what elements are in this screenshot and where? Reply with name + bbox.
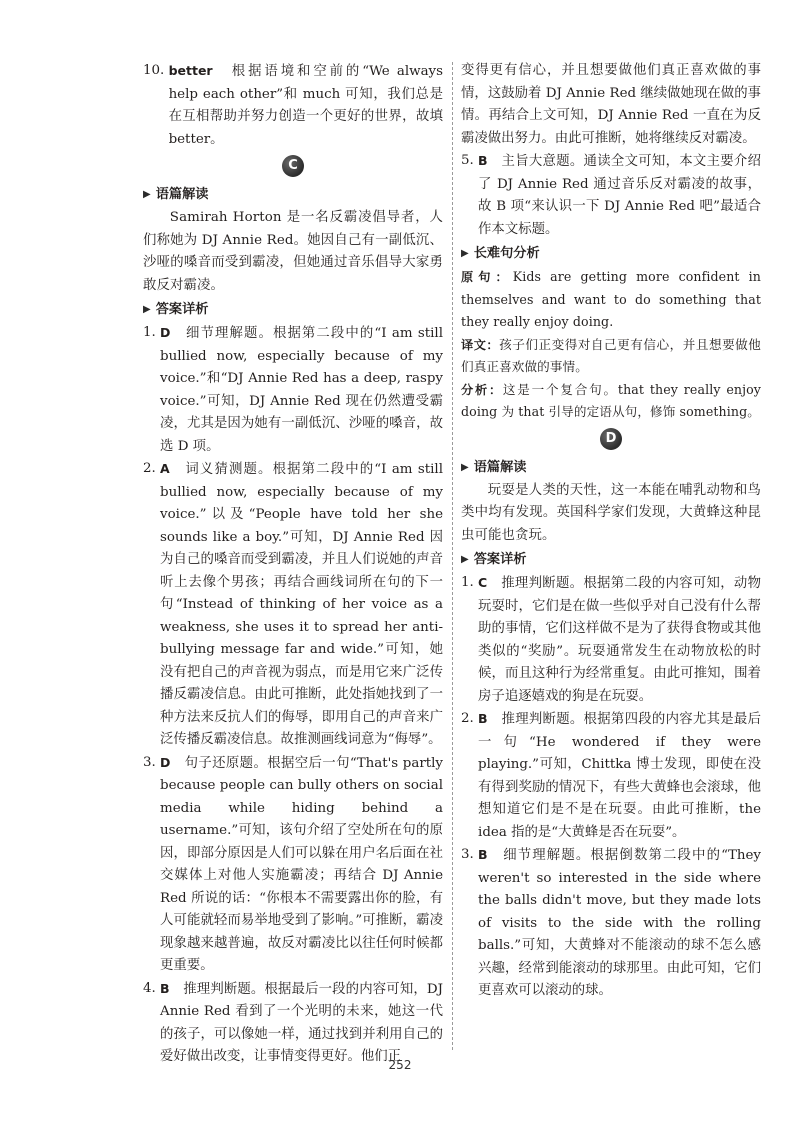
passage-badge-c: C [282,155,304,177]
triangle-bullet-icon: ▶ [461,554,469,565]
item-answer: B [160,980,170,996]
item-explanation: 主旨大意题。通读全文可知，本文主要介绍了 DJ Annie Red 通过音乐反对霸凌的故事，故 B 项“来认识一下 DJ Annie Red 吧”最适合作本文标题。 [478,154,761,237]
item-answer: B [478,847,488,862]
item-number: 5. [461,153,479,168]
section-heading-text: 答案详析 [473,552,527,567]
passage-badge-d: D [600,428,622,450]
answer-item-1 [143,322,443,458]
original-text: Kids are getting more confident in themselves and want to do something that they really enjoy doing. [461,269,761,329]
item-explanation: 推理判断题。根据第二段的内容可知，动物玩耍时，它们是在做一些似乎对自己没有什么帮助的事情，它们这样做不是为了获得食物或其他类似的“奖励”。玩耍通常发生在动物放松的时候，而且这种行为经常重复。由此可推知，围着房子追逐嬉戏的狗是在玩耍。 [478,576,761,704]
analysis [461,379,761,424]
answer-item-10 [143,60,443,151]
section-heading-answers [143,298,443,322]
item-number: 2. [461,711,479,726]
analysis-label: 分析： [461,382,503,397]
triangle-bullet-icon: ▶ [143,304,151,315]
triangle-bullet-icon: ▶ [143,189,151,200]
item-explanation: 根据语境和空前的“We always help each other”和 much 可知，我们总是在互相帮助并努力创造一个更好的世界，故填 better。 [168,64,443,147]
item-answer: D [160,754,171,770]
item-number: 10. [143,63,169,78]
column-divider [452,62,453,1050]
section-heading-text: 语篇解读 [473,459,527,475]
item-number: 2. [143,461,161,476]
item-answer: B [478,153,488,168]
left-column [143,60,443,1069]
answer-item-d3 [461,844,761,1003]
section-heading-summary [143,183,443,207]
answer-item-d2 [461,708,761,844]
item-answer: D [160,325,171,340]
item-number: 3. [461,847,479,862]
item-explanation: 推理判断题。根据第四段的内容尤其是最后一句“He wondered if they were playing.”可知，Chittka 博士发现，即使在没有得到奖励的情况下，有些大黄蜂也会滚球，他想知道它们是不是在玩耍。由此可推断，the idea 指的是“大黄蜂是否在玩耍”。 [478,712,761,840]
triangle-bullet-icon: ▶ [461,461,469,473]
translation-text: 孩子们正变得对自己更有信心，并且想要做他们真正喜欢做的事情。 [461,336,761,374]
passage-summary: 玩耍是人类的天性，这一本能在哺乳动物和鸟类中均有发现。英国科学家们发现，大黄蜂这种昆虫可能也贪玩。 [461,482,761,543]
item-answer: A [160,461,170,476]
item-number: 1. [143,325,161,340]
section-heading-text: 答案详析 [155,302,209,317]
answer-item-2 [143,458,443,752]
item-explanation-continued: 变得更有信心，并且想要做他们真正喜欢做的事情，这鼓励着 DJ Annie Red 继续做她现在做的事情。再结合上文可知，DJ Annie Red 一直在为反霸凌做出努力。由此可推断，她将继续反对霸凌。 [461,63,761,146]
section-heading-summary [461,456,761,480]
answer-item-4 [143,978,443,1069]
item-explanation: 句子还原题。根据空后一句“That's partly because people can bully others on social media while hiding behind a username.”可知，该句介绍了空处所在句的原因，即部分原因是人们可以躲在用户名后面在社交媒体上对他人实施霸凌；再结合 DJ Annie Red 所说的话：“你根本不需要露出你的脸，有人可能就轻而易举地受到了影响。”可推断，霸凌现象越来越普遍，故反对霸凌比以往任何时候都更重要。 [160,755,443,973]
item-explanation: 细节理解题。根据倒数第二段中的“They weren't so interested in the side where the balls didn't move, but they made lots of visits to the side with the rolling balls.”可知，大黄蜂对不能滚动的球不怎么感兴趣，经常到能滚动的球那里。由此可知，它们更喜欢可以滚动的球。 [478,848,761,998]
item-number: 3. [143,754,161,770]
page-number: 252 [388,1058,412,1072]
translation [461,334,761,379]
item-explanation: 词义猜测题。根据第二段中的“I am still bullied now, especially because of my voice.”以及“People have told her she sounds like a boy.”可知，DJ Annie Red 因为自己的嗓音而受到霸凌，并且人们说她的声音听上去像个男孩；再结合画线词所在句的下一句“Instead of thinking of her voice as a weakness, she uses it to spread her anti-bullying message far and wide.”可知，她没有把自己的声音视为弱点，而是用它来广泛传播反霸凌信息。由此可推断，此处指她找到了一种方法来反抗人们的侮辱，即用自己的声音来广泛传播反霸凌信息。故推测画线词意为“侮辱”。 [160,462,443,747]
item-answer: better [168,63,213,78]
item-explanation: 推理判断题。根据最后一段的内容可知，DJ Annie Red 看到了一个光明的未来，她这一代的孩子，可以像她一样，通过找到并利用自己的爱好做出改变，让事情变得更好。他们正 [160,981,443,1064]
answer-item-d1 [461,572,761,708]
original-sentence [461,266,761,334]
section-heading-answers [461,548,761,572]
answer-item-4-continued [461,60,761,150]
answer-item-3 [143,752,443,978]
item-answer: B [478,711,488,726]
right-column [461,60,761,1003]
analysis-text: 这是一个复合句。that they really enjoy doing 为 that 引导的定语从句，修饰 something。 [461,381,761,419]
original-label: 原句： [461,270,513,284]
item-answer: C [478,575,488,590]
item-number: 4. [143,980,161,996]
section-heading-text: 语篇解读 [155,187,209,202]
item-number: 1. [461,575,479,590]
item-explanation: 细节理解题。根据第二段中的“I am still bullied now, especially because of my voice.”和“DJ Annie Red has a deep, raspy voice.”可知，DJ Annie Red 现在仍然遭受霸凌，尤其是因为她有一副低沉、沙哑的嗓音，故选 D 项。 [160,326,443,454]
section-heading-text: 长难句分析 [473,246,540,261]
triangle-bullet-icon: ▶ [461,248,469,259]
passage-summary: Samirah Horton 是一名反霸凌倡导者，人们称她为 DJ Annie Red。她因自己有一副低沉、沙哑的嗓音而受到霸凌，但她通过音乐倡导大家勇敢反对霸凌。 [143,210,443,293]
section-heading-long-sentence [461,242,761,266]
answer-item-5 [461,150,761,241]
translation-label: 译文： [461,337,500,352]
